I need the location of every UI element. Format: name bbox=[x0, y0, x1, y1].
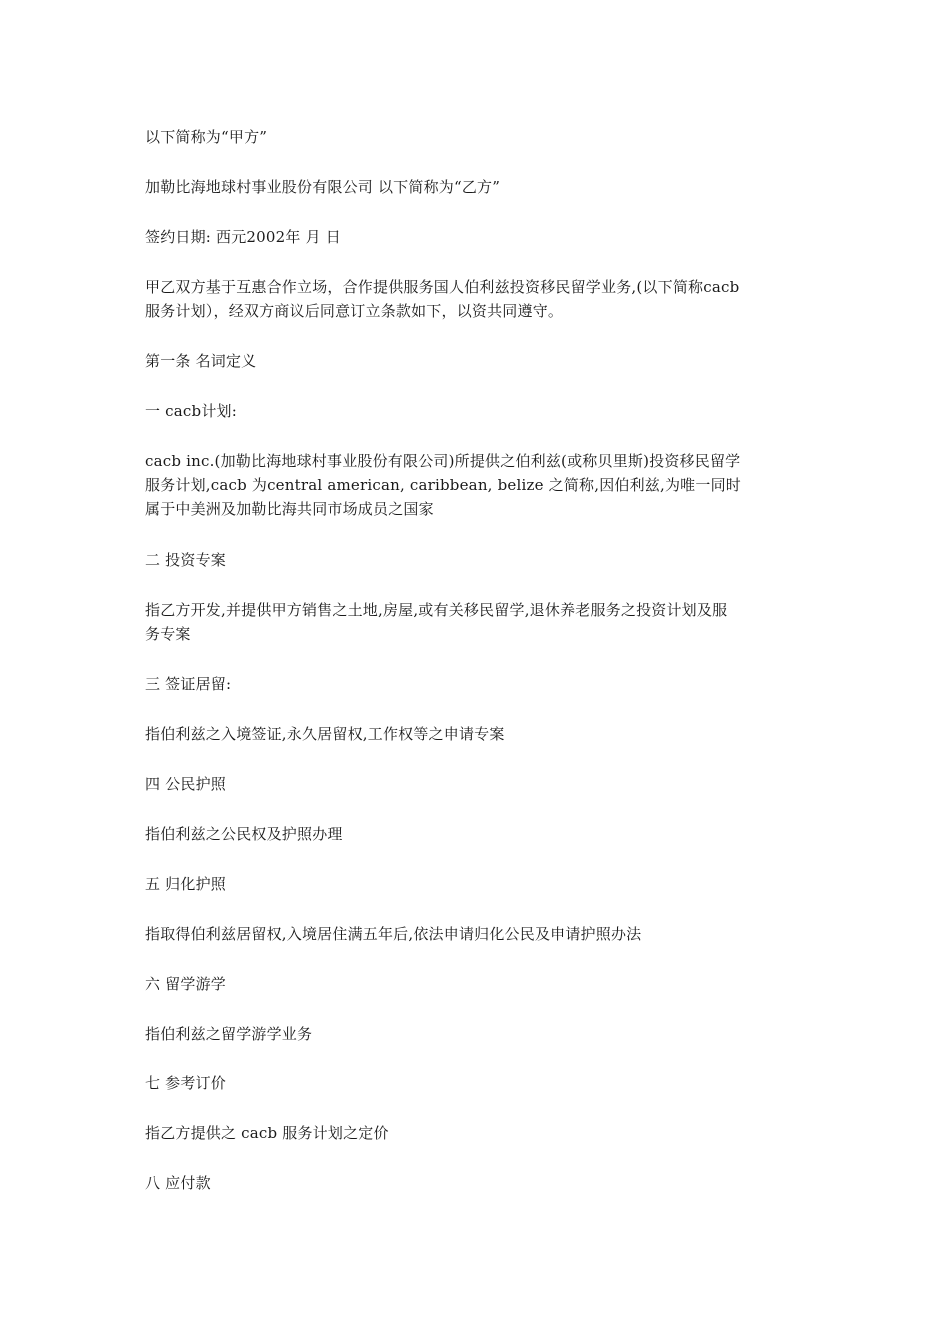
preamble-paragraph bbox=[145, 275, 815, 323]
text-line: 指伯利兹之公民权及护照办理 bbox=[145, 825, 343, 843]
article-heading bbox=[145, 349, 815, 373]
term-heading-pricing bbox=[145, 1071, 815, 1095]
party-a-designation bbox=[145, 125, 815, 149]
term-definition-study bbox=[145, 1022, 815, 1046]
text-line: 以下简称为“甲方” bbox=[145, 128, 268, 146]
text-line: 属于中美洲及加勒比海共同市场成员之国家 bbox=[145, 500, 434, 518]
term-heading-investment bbox=[145, 548, 815, 572]
text-line: 服务计划），经双方商议后同意订立条款如下，以资共同遵守。 bbox=[145, 302, 564, 320]
text-line: 指伯利兹之入境签证,永久居留权,工作权等之申请专案 bbox=[145, 725, 505, 743]
term-definition-pricing bbox=[145, 1121, 815, 1145]
term-definition-cacb bbox=[145, 449, 815, 521]
text-line: 一 cacb计划: bbox=[145, 402, 237, 420]
text-line: 服务计划,cacb 为central american, caribbean, belize 之简称,因伯利兹,为唯一同时 bbox=[145, 476, 741, 494]
text-line: 第一条 名词定义 bbox=[145, 352, 257, 370]
text-line: 签约日期: 西元2002年 月 日 bbox=[145, 228, 341, 246]
term-heading-payable bbox=[145, 1171, 815, 1195]
text-line: 甲乙双方基于互惠合作立场，合作提供服务国人伯利兹投资移民留学业务,(以下简称cacb bbox=[145, 278, 740, 296]
text-line: 加勒比海地球村事业股份有限公司 以下简称为“乙方” bbox=[145, 178, 501, 196]
text-line: 指伯利兹之留学游学业务 bbox=[145, 1025, 313, 1043]
text-line: 八 应付款 bbox=[145, 1174, 211, 1192]
text-line: cacb inc.(加勒比海地球村事业股份有限公司)所提供之伯利兹(或称贝里斯)投资移民留学 bbox=[145, 452, 741, 470]
text-line: 三 签证居留: bbox=[145, 675, 232, 693]
text-line: 务专案 bbox=[145, 625, 191, 643]
term-heading-naturalization bbox=[145, 872, 815, 896]
term-definition-investment bbox=[145, 598, 815, 646]
term-heading-cacb bbox=[145, 399, 815, 423]
party-b-designation bbox=[145, 175, 815, 199]
text-line: 四 公民护照 bbox=[145, 775, 226, 793]
text-line: 指取得伯利兹居留权,入境居住满五年后,依法申请归化公民及申请护照办法 bbox=[145, 925, 642, 943]
text-line: 指乙方开发,并提供甲方销售之土地,房屋,或有关移民留学,退休养老服务之投资计划及服 bbox=[145, 601, 728, 619]
text-line: 二 投资专案 bbox=[145, 551, 226, 569]
term-definition-passport bbox=[145, 822, 815, 846]
text-line: 六 留学游学 bbox=[145, 975, 226, 993]
term-heading-visa bbox=[145, 672, 815, 696]
text-line: 五 归化护照 bbox=[145, 875, 226, 893]
signing-date bbox=[145, 225, 815, 249]
text-line: 七 参考订价 bbox=[145, 1074, 226, 1092]
term-heading-study bbox=[145, 972, 815, 996]
text-line: 指乙方提供之 cacb 服务计划之定价 bbox=[145, 1124, 389, 1142]
term-heading-passport bbox=[145, 772, 815, 796]
term-definition-visa bbox=[145, 722, 815, 746]
term-definition-naturalization bbox=[145, 922, 815, 946]
